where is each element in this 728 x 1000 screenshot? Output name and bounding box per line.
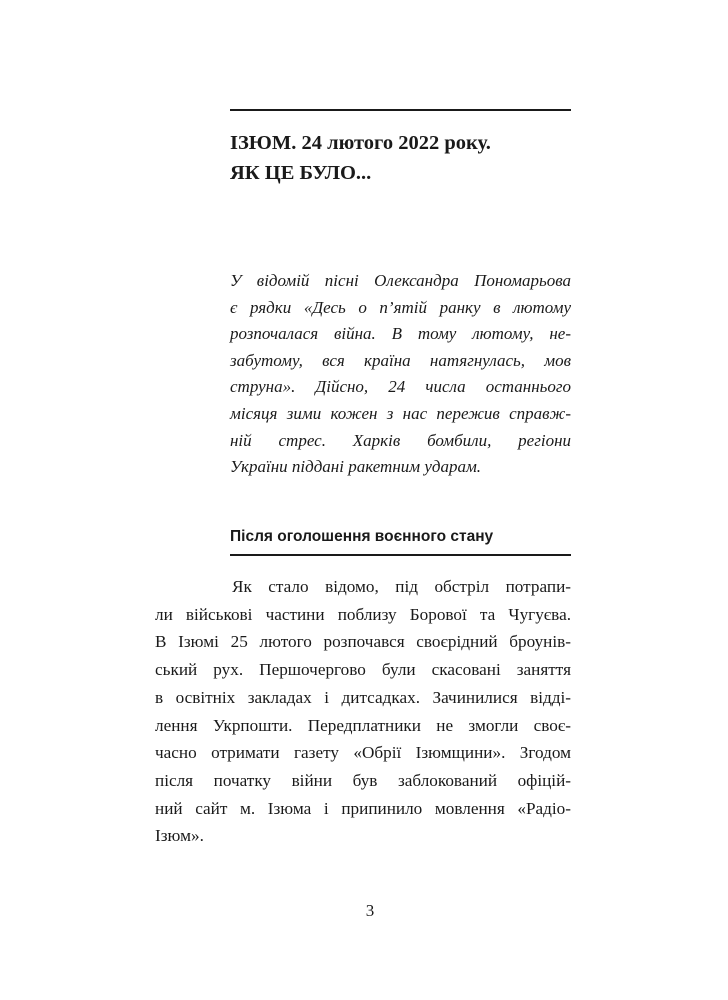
top-rule <box>230 109 571 111</box>
body-line: лення Укрпошти. Передплатники не змогли своє- <box>155 715 571 735</box>
chapter-title-line-2: ЯК ЦЕ БУЛО... <box>230 162 372 184</box>
chapter-title <box>230 128 575 188</box>
section-heading: Після оголошення воєнного стану <box>230 528 494 545</box>
epigraph-line: місяця зими кожен з нас пережив справж- <box>230 403 571 423</box>
page-number: 3 <box>365 901 375 920</box>
epigraph-line: є рядки «Десь о п’ятій ранку в лютому <box>230 297 571 317</box>
body-line: ли військові частини поблизу Борової та Чугуєва. <box>155 604 571 624</box>
body-line: ний сайт м. Ізюма і припинило мовлення «Радіо- <box>155 798 571 818</box>
body-line: Ізюм». <box>155 826 204 846</box>
epigraph-line: У відомій пісні Олександра Пономарьова <box>230 271 571 290</box>
epigraph-line: ній стрес. Харків бомбили, регіони <box>230 430 571 450</box>
body-line: Як стало відомо, під обстріл потрапи- <box>232 577 571 596</box>
epigraph-line: забутому, вся країна натягнулась, мов <box>230 350 571 370</box>
body-paragraph <box>155 573 571 850</box>
epigraph-line: України піддані ракетним ударам. <box>230 457 482 477</box>
epigraph <box>230 268 571 481</box>
body-line: В Ізюмі 25 лютого розпочався своєрідний броунів- <box>155 632 571 652</box>
body-line: ський рух. Першочергово були скасовані заняття <box>155 660 571 680</box>
epigraph-line: розпочалася війна. В тому лютому, не- <box>230 324 571 344</box>
body-line: в освітніх закладах і дитсадках. Зачинилися відді- <box>155 687 571 707</box>
body-line: часно отримати газету «Обрії Ізюмщини». Згодом <box>155 743 571 763</box>
section-rule <box>230 554 571 556</box>
chapter-title-line-1: ІЗЮМ. 24 лютого 2022 року. <box>230 132 491 154</box>
epigraph-line: струна». Дійсно, 24 числа останнього <box>230 377 571 397</box>
body-line: після початку війни був заблокований офіцій- <box>155 770 571 790</box>
